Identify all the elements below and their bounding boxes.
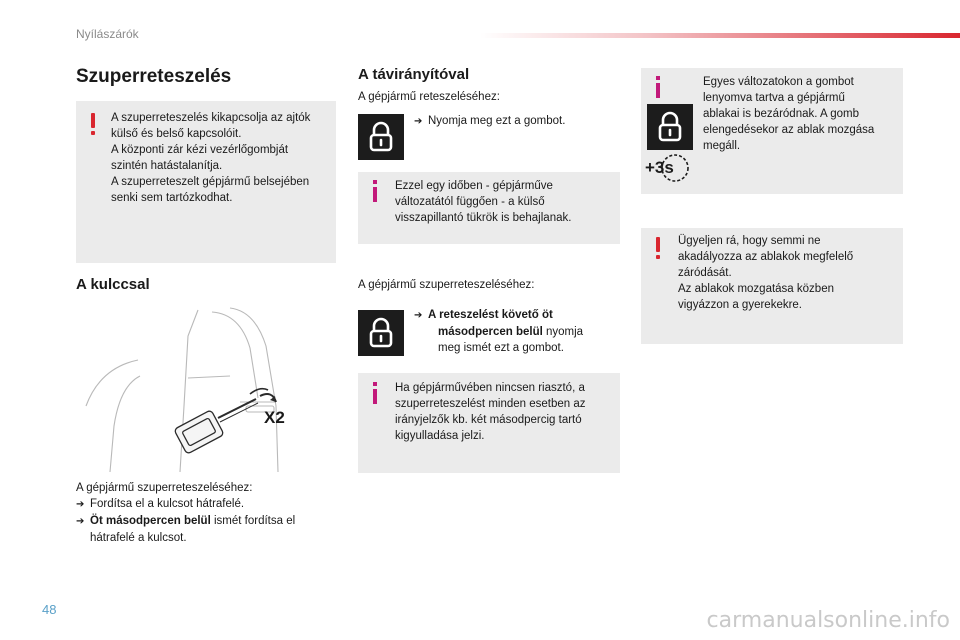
remote-step-1 [414, 113, 565, 130]
header-accent-bar [480, 33, 960, 38]
info-icon [372, 180, 378, 202]
lock-button-tile [647, 104, 693, 150]
info-box-windows [641, 68, 903, 194]
car-door-key-drawing [80, 306, 290, 476]
warning-box-superlock [76, 101, 336, 263]
info-line: lenyomva tartva a gépjármű [703, 92, 845, 104]
warning-icon [90, 113, 96, 135]
warning-line: A központi zár kézi vezérlőgombját [111, 144, 289, 156]
remote-lock-intro: A gépjármű reteszeléséhez: [358, 91, 500, 103]
warning-line: vigyázzon a gyerekekre. [678, 299, 803, 311]
warning-line: akadályozza az ablakok megfelelő [678, 251, 854, 263]
key-instructions [76, 480, 336, 546]
key-turn-illustration [80, 306, 290, 476]
lock-icon [358, 310, 404, 356]
warning-line: Az ablakok mozgatása közben [678, 283, 834, 295]
warning-line: záródását. [678, 267, 732, 279]
warning-text [111, 110, 310, 206]
info-line: Ezzel egy időben - gépjárműve [395, 180, 553, 192]
remote-step-2-text: nyomja [542, 326, 584, 338]
arrow-bullet-icon: ➔ [76, 516, 85, 527]
warning-icon [655, 237, 661, 259]
info-line: visszapillantó tükrök is behajlanak. [395, 212, 572, 224]
key-intro: A gépjármű szuperreteszeléséhez: [76, 482, 253, 494]
info-line: Ha gépjárművében nincsen riasztó, a [395, 382, 585, 394]
page-number: 48 [42, 602, 57, 617]
chapter-label: Nyílászárók [76, 27, 139, 41]
arrow-bullet-icon: ➔ [76, 499, 85, 510]
remote-step-2 [414, 307, 614, 356]
info-box-alarm [358, 373, 620, 473]
remote-step-2-line-2 [414, 324, 614, 340]
warning-text [678, 233, 853, 313]
lock-icon [647, 104, 693, 150]
arrow-bullet-icon: ➔ [414, 116, 423, 127]
remote-step-2-bold: másodpercen belül [438, 326, 543, 338]
info-icon [655, 76, 661, 98]
info-line: irányjelzők kb. két másodpercig tartó [395, 414, 582, 426]
arrow-bullet-icon: ➔ [414, 310, 423, 321]
section-title: Szuperreteszelés [76, 66, 232, 87]
lock-button-tile [358, 310, 404, 356]
lock-icon [358, 114, 404, 160]
info-line: elengedésekor az ablak mozgása [703, 124, 875, 136]
hold-duration-label: +3s [645, 158, 674, 177]
warning-line: külső és belső kapcsolóit. [111, 128, 242, 140]
info-line: megáll. [703, 140, 741, 152]
warning-line: A szuperreteszelt gépjármű belsejében [111, 176, 310, 188]
key-step-1-text: Fordítsa el a kulcsot hátrafelé. [90, 498, 245, 510]
warning-line: senki sem tartózkodhat. [111, 192, 233, 204]
info-line: változatától függően - a külső [395, 196, 545, 208]
key-step-2-bold: Öt másodpercen belül [90, 515, 211, 527]
info-icon [372, 382, 378, 404]
remote-step-1-text: Nyomja meg ezt a gombot. [428, 115, 566, 127]
key-step-2 [76, 513, 336, 530]
info-line: szuperreteszelést minden esetben az [395, 398, 586, 410]
warning-box-windows [641, 228, 903, 344]
hold-duration-badge [645, 152, 689, 184]
info-line: kigyulladása jelzi. [395, 430, 485, 442]
key-step-1 [76, 496, 336, 513]
warning-line: A szuperreteszelés kikapcsolja az ajtók [111, 112, 311, 124]
remote-step-2-bold: A reteszelést követő öt [428, 309, 553, 321]
subsection-title-remote: A távirányítóval [358, 66, 470, 83]
info-text [703, 74, 874, 154]
info-line: ablakai is bezáródnak. A gomb [703, 108, 859, 120]
subsection-title-key: A kulccsal [76, 276, 150, 293]
key-turn-count-label: X2 [264, 408, 285, 427]
remote-superlock-intro: A gépjármű szuperreteszeléséhez: [358, 279, 535, 291]
lock-button-tile [358, 114, 404, 160]
info-box-mirrors [358, 172, 620, 244]
warning-line: Ügyeljen rá, hogy semmi ne [678, 235, 821, 247]
key-step-2-text-cont: hátrafelé a kulcsot. [90, 532, 187, 544]
remote-step-2-text-cont: meg ismét ezt a gombot. [438, 342, 564, 354]
watermark: carmanualsonline.info [706, 608, 950, 633]
info-line: Egyes változatokon a gombot [703, 76, 854, 88]
info-text [395, 380, 586, 444]
key-step-2-text: ismét fordítsa el [210, 515, 296, 527]
warning-line: szintén hatástalanítja. [111, 160, 223, 172]
remote-step-2-line-1 [414, 307, 614, 324]
info-text [395, 178, 571, 226]
